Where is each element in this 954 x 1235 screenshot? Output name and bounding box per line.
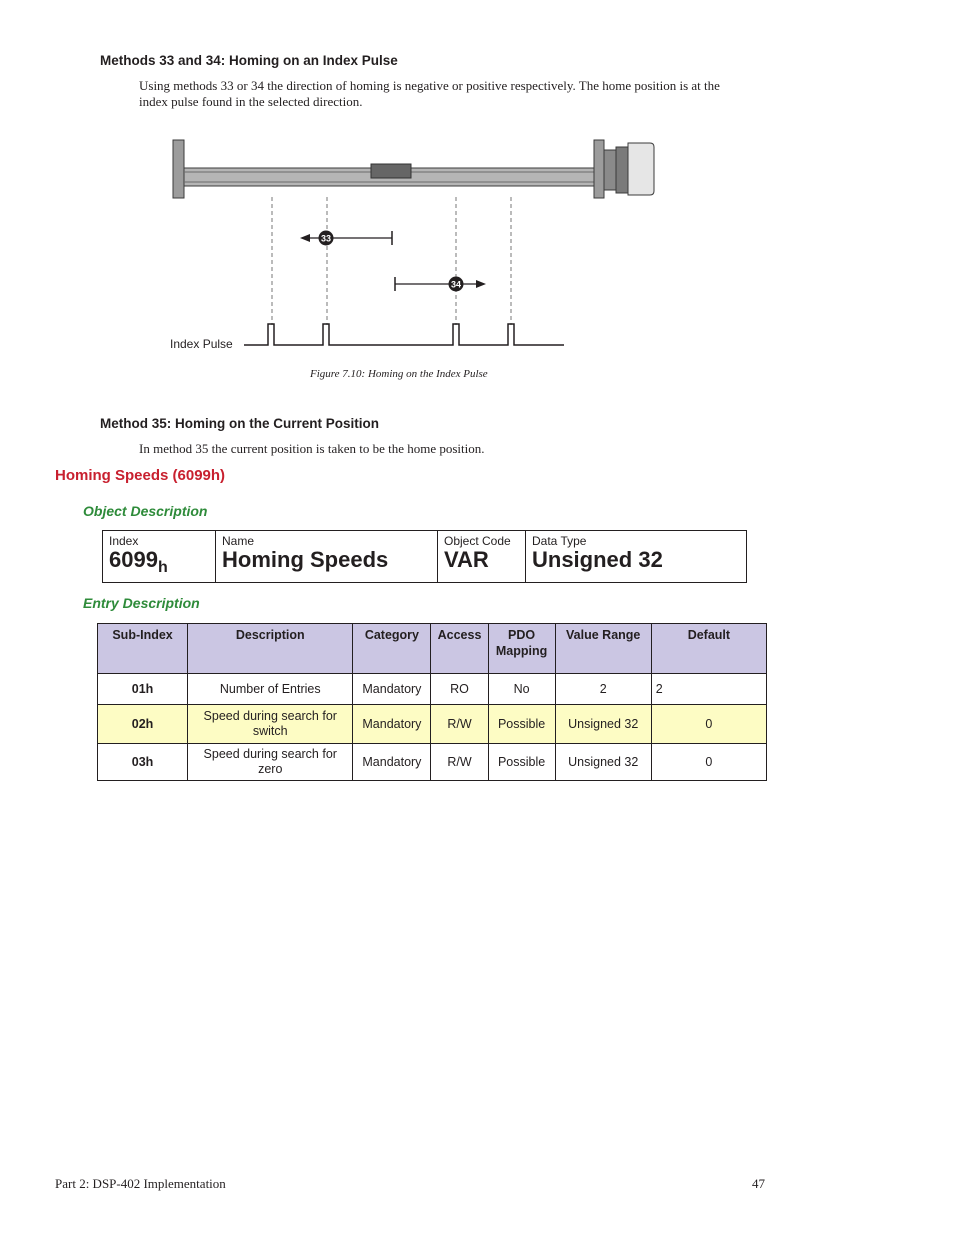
right-end-plate [594,140,604,198]
name-label: Name [222,534,255,548]
index-number: 6099 [109,547,158,572]
cell-category: Mandatory [353,705,431,744]
method-34-arrow [395,277,486,292]
entry-description-table [97,623,767,781]
homing-index-pulse-figure [160,135,680,360]
method-33-34-heading: Methods 33 and 34: Homing on an Index Pulse [100,53,398,68]
code-label: Object Code [444,534,511,548]
object-index-cell [103,531,216,582]
page-number: 47 [752,1176,765,1191]
object-type-cell [526,531,746,582]
cell-pdo-mapping: No [488,674,555,705]
index-value [109,548,209,580]
index-pulse-waveform [244,324,564,345]
object-description-heading: Object Description [83,503,208,519]
cell-default: 0 [651,705,766,744]
cell-access: RO [431,674,488,705]
header-sub-index: Sub-Index [98,624,188,674]
header-value-range: Value Range [555,624,651,674]
figure-caption: Figure 7.10: Homing on the Index Pulse [310,368,488,380]
type-label: Data Type [532,534,587,548]
method-33-34-text [139,78,779,110]
cell-description: Speed during search for switch [188,705,353,744]
cell-access: R/W [431,744,488,781]
cell-sub-index: 01h [98,674,188,705]
section-title: Homing Speeds (6099h) [55,467,226,484]
index-subscript: h [157,559,168,576]
header-access: Access [431,624,488,674]
code-value: VAR [444,547,489,572]
cell-pdo-mapping: Possible [488,705,555,744]
cell-default: 2 [651,674,766,705]
object-description-table [102,530,747,583]
cell-sub-index: 02h [98,705,188,744]
method-33-label: 33 [320,233,332,244]
cell-description: Number of Entries [188,674,353,705]
method-33-34-line2: index pulse found in the selected direction. [139,94,363,109]
type-value: Unsigned 32 [532,547,663,572]
carriage [371,164,411,178]
cell-pdo-mapping: Possible [488,744,555,781]
index-pulse-label: Index Pulse [170,337,233,351]
table-header-row [98,624,767,674]
header-pdo-mapping: PDO Mapping [488,624,555,674]
method-34-label: 34 [450,279,462,290]
method-35-text: In method 35 the current position is taken to be the home position. [139,441,485,456]
left-end-plate [173,140,184,198]
cell-access: R/W [431,705,488,744]
header-category: Category [353,624,431,674]
method-33-arrow [300,231,392,246]
cell-category: Mandatory [353,674,431,705]
table-row [98,674,767,705]
table-row [98,705,767,744]
table-row [98,744,767,781]
cell-value-range: Unsigned 32 [555,705,651,744]
header-default: Default [651,624,766,674]
index-label: Index [109,534,139,548]
object-code-cell [438,531,526,582]
header-description: Description [188,624,353,674]
cell-description: Speed during search for zero [188,744,353,781]
name-value: Homing Speeds [222,547,389,572]
method-33-34-line1: Using methods 33 or 34 the direction of homing is negative or positive respectively. The home position is at the [139,78,720,93]
object-name-cell [216,531,438,582]
motor-coupling [604,150,616,190]
entry-description-heading: Entry Description [83,595,200,611]
cell-value-range: Unsigned 32 [555,744,651,781]
cell-category: Mandatory [353,744,431,781]
cell-default: 0 [651,744,766,781]
footer-section-label: Part 2: DSP-402 Implementation [55,1176,226,1191]
cell-value-range: 2 [555,674,651,705]
cell-sub-index: 03h [98,744,188,781]
method-35-heading: Method 35: Homing on the Current Position [100,416,379,431]
motor-body [628,143,654,195]
